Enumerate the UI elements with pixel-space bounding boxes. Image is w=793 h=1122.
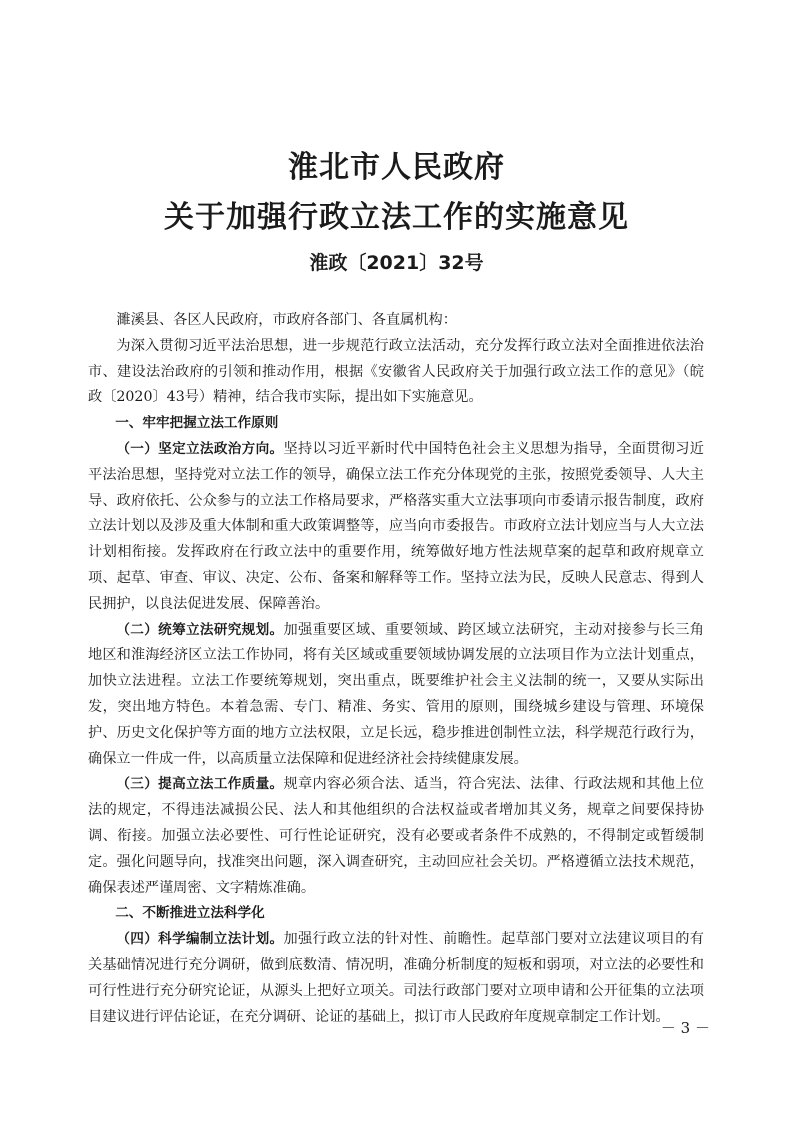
- page-number: － 3 －: [660, 1019, 710, 1037]
- section-heading-2: 二、不断推进立法科学化: [115, 905, 265, 922]
- paragraph-3-lead: （三）提高立法工作质量。: [116, 776, 284, 793]
- addressee: 濉溪县、各区人民政府，市政府各部门、各直属机构：: [116, 312, 457, 328]
- document-body: [88, 308, 704, 1030]
- paragraph-3: [88, 772, 704, 901]
- paragraph-1-text: 坚持以习近平新时代中国特色社会主义思想为指导，全面贯彻习近平法治思想，坚持党对立法工作的领导，确保立法工作充分体现党的主张，按照党委领导、人大主导、政府依托、公众参与的立法工作格局要求，严格落实重大立法事项向市委请示报告制度，政府立法计划以及涉及重大体制和重大政策调整等，应当向市委报告。市政府立法计划应当与人大立法计划相衔接。发挥政府在行政立法中的重要作用，统筹做好地方性法规草案的起草和政府规章立项、起草、审查、审议、决定、公布、备案和解释等工作。坚持立法为民，反映人民意志、得到人民拥护，以良法促进发展、保障善治。: [88, 440, 704, 612]
- document-title-line1: 淮北市人民政府: [288, 150, 505, 185]
- paragraph-4: [88, 927, 704, 1030]
- paragraph-2: [88, 618, 704, 773]
- section-heading-1: 一、牢牢把握立法工作原则: [115, 415, 279, 432]
- intro-paragraph: 为深入贯彻习近平法治思想，进一步规范行政立法活动，充分发挥行政立法对全面推进依法治市、建设法治政府的引领和推动作用，根据《安徽省人民政府关于加强行政立法工作的意见》（皖政〔2020〕43号）精神，结合我市实际，提出如下实施意见。: [88, 337, 704, 406]
- document-number: 淮政〔2021〕32号: [309, 252, 484, 274]
- paragraph-4-lead: （四）科学编制立法计划。: [116, 931, 284, 948]
- paragraph-1: [88, 437, 704, 618]
- paragraph-2-lead: （二）统筹立法研究规划。: [116, 621, 284, 638]
- paragraph-2-text: 加强重要区域、重要领域、跨区域立法研究，主动对接参与长三角地区和淮海经济区立法工作协同，将有关区域或重要领域协调发展的立法项目作为立法计划重点，加快立法进程。立法工作要统筹规划，突出重点，既要维护社会主义法制的统一，又要从实际出发，突出地方特色。本着急需、专门、精准、务实、管用的原则，围绕城乡建设与管理、环境保护、历史文化保护等方面的地方立法权限，立足长远，稳步推进创制性立法，科学规范行政行为，确保立一件成一件，以高质量立法保障和促进经济社会持续健康发展。: [88, 621, 704, 767]
- paragraph-3-text: 规章内容必须合法、适当，符合宪法、法律、行政法规和其他上位法的规定，不得违法减损公民、法人和其他组织的合法权益或者增加其义务，规章之间要保持协调、衔接。加强立法必要性、可行性论证研究，没有必要或者条件不成熟的，不得制定或暂缓制定。强化问题导向，找准突出问题，深入调查研究，主动回应社会关切。严格遵循立法技术规范，确保表述严谨周密、文字精炼准确。: [88, 776, 704, 896]
- paragraph-1-lead: （一）坚定立法政治方向。: [116, 440, 284, 457]
- paragraph-4-text: 加强行政立法的针对性、前瞻性。起草部门要对立法建议项目的有关基础情况进行充分调研，做到底数清、情况明，准确分析制度的短板和弱项，对立法的必要性和可行性进行充分研究论证，从源头上把好立项关。司法行政部门要对立项申请和公开征集的立法项目建议进行评估论证，在充分调研、论证的基础上，拟订市人民政府年度规章制定工作计划。: [88, 931, 704, 1025]
- document-title-line2: 关于加强行政立法工作的实施意见: [164, 200, 629, 235]
